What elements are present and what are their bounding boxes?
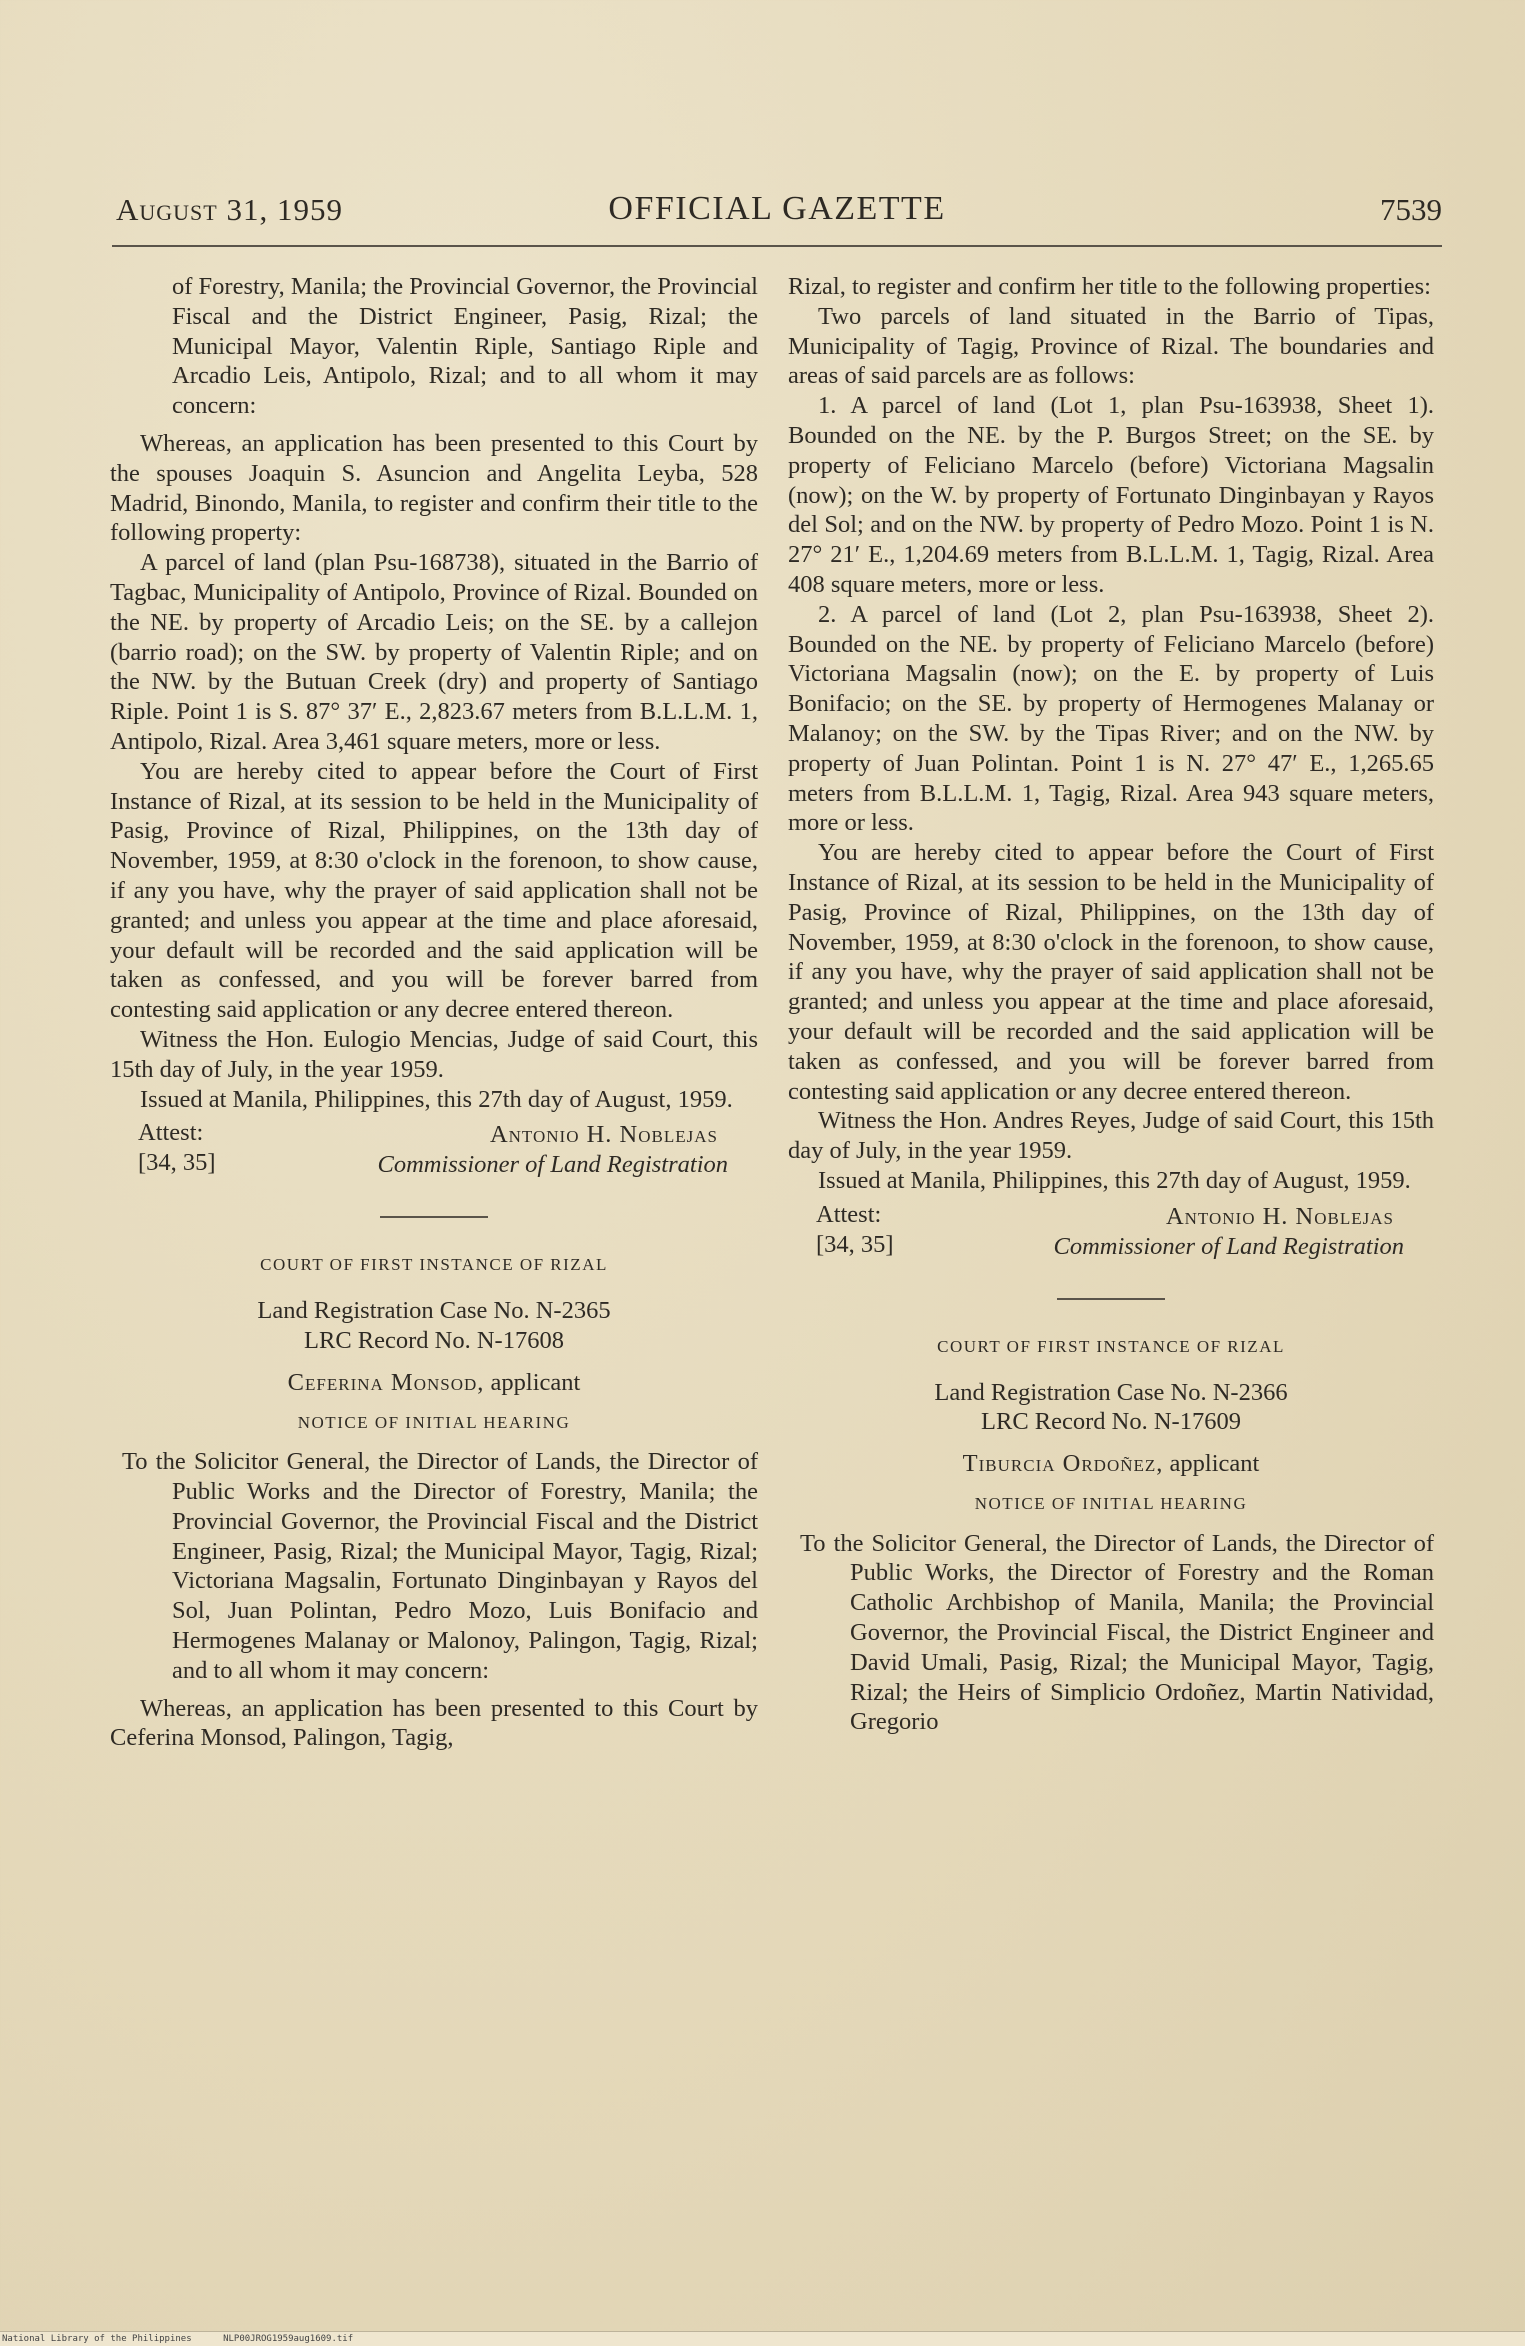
issue-date: August 31, 1959 — [116, 192, 343, 227]
applicant-line — [110, 1368, 758, 1398]
commissioner-title: Commissioner of Land Registration — [377, 1151, 728, 1179]
header-rule — [112, 245, 1442, 247]
attest-label: Attest: — [138, 1119, 204, 1147]
section-divider — [1057, 1298, 1165, 1300]
witness-paragraph: Witness the Hon. Eulogio Mencias, Judge of said Court, this 15th day of July, in the year 1959. — [110, 1025, 758, 1083]
whereas-continued: Rizal, to register and confirm her title to the following properties: — [788, 273, 1431, 300]
notice-heading: NOTICE OF INITIAL HEARING — [974, 1493, 1248, 1513]
commissioner-title: Commissioner of Land Registration — [1053, 1232, 1404, 1260]
commissioner-name: Antonio H. Noblejas — [489, 1121, 718, 1149]
section-divider — [380, 1216, 488, 1218]
applicant-name: Ceferina Monsod, — [287, 1368, 485, 1396]
witness-paragraph: Witness the Hon. Andres Reyes, Judge of said Court, this 15th day of July, in the year 1959. — [788, 1107, 1434, 1165]
attestation — [110, 1118, 758, 1182]
scan-footer — [0, 2331, 1525, 2346]
attestation — [788, 1200, 1434, 1264]
issued-paragraph: Issued at Manila, Philippines, this 27th day of August, 1959. — [140, 1085, 733, 1113]
parcel-2-description: 2. A parcel of land (Lot 2, plan Psu-163938, Sheet 2). Bounded on the NE. by property of Feliciano Marcelo (before) Victoriana Magsalin (now); on the E. by property of Luis Bonifacio; on the SE. by property of Hermogenes Malanay or Malanoy; on the SW. by the Tipas River; and on the NW. by property of Juan Polintan. Point 1 is N. 27° 47′ E., 1,265.65 meters from B.L.L.M. 1, Tagig, Rizal. Area 943 square meters, more or less. — [788, 600, 1434, 837]
applicant-label: applicant — [1169, 1450, 1260, 1478]
issued-paragraph: Issued at Manila, Philippines, this 27th day of August, 1959. — [818, 1166, 1411, 1194]
addressees-continued: of Forestry, Manila; the Provincial Governor, the Provincial Fiscal and the District Engineer, Pasig, Rizal; the Municipal Mayor, Valentin Riple, Santiago Riple and Arcadio Leis, Antipolo, Rizal; and to all whom it may concern: — [172, 273, 758, 420]
library-credit: National Library of the Philippines — [2, 2334, 192, 2344]
whereas-paragraph: Whereas, an application has been presented to this Court by the spouses Joaquin S. Asuncion and Angelita Leyba, 528 Madrid, Binondo, Manila, to register and confirm their title to the following property: — [110, 429, 758, 547]
case-number: Land Registration Case No. N-2366 — [934, 1378, 1288, 1406]
court-heading: COURT OF FIRST INSTANCE OF RIZAL — [260, 1255, 608, 1275]
right-column — [788, 272, 1434, 1737]
to-addressees: To the Solicitor General, the Director of Lands, the Director of Public Works, the Director of Forestry and the Roman Catholic Archbishop of Manila, Manila; the Provincial Governor, the Provincial Fiscal, the District Engineer and David Umali, Pasig, Rizal; the Municipal Mayor, Tagig, Rizal; the Heirs of Simplicio Ordoñez, Martin Natividad, Gregorio — [800, 1529, 1434, 1736]
applicant-label: applicant — [490, 1368, 581, 1396]
citation-paragraph: You are hereby cited to appear before the Court of First Instance of Rizal, at its session to be held in the Municipality of Pasig, Province of Rizal, Philippines, on the 13th day of November, 1959, at 8:30 o'clock in the forenoon, to show cause, if any you have, why the prayer of said application shall not be granted; and unless you appear at the time and place aforesaid, your default will be recorded and the said application will be taken as confessed, and you will be forever barred from contesting said application or any decree entered thereon. — [110, 757, 758, 1024]
left-column — [110, 272, 758, 1753]
lrc-record: LRC Record No. N-17609 — [981, 1408, 1241, 1436]
page-number: 7539 — [1380, 192, 1442, 227]
publication-title: OFFICIAL GAZETTE — [608, 190, 946, 227]
notice-heading: NOTICE OF INITIAL HEARING — [297, 1412, 571, 1432]
lrc-record: LRC Record No. N-17608 — [304, 1326, 564, 1354]
scan-filename: NLP00JROG1959aug1609.tif — [223, 2334, 354, 2344]
attest-reference: [34, 35] — [138, 1149, 216, 1177]
court-heading: COURT OF FIRST INSTANCE OF RIZAL — [937, 1336, 1285, 1356]
applicant-line — [788, 1449, 1434, 1479]
to-addressees: To the Solicitor General, the Director of Lands, the Director of Public Works and the Director of Forestry, Manila; the Provincial Governor, the Provincial Fiscal and the District Engineer, Pasig, Rizal; the Municipal Mayor, Tagig, Rizal; Victoriana Magsalin, Fortunato Dinginbayan y Rayos del Sol, Juan Polintan, Pedro Mozo, Luis Bonifacio and Hermogenes Malanay or Malonoy, Palingon, Tagig, Rizal; and to all whom it may concern: — [122, 1448, 758, 1684]
parcel-description: A parcel of land (plan Psu-168738), situated in the Barrio of Tagbac, Municipality of Antipolo, Province of Rizal. Bounded on the NE. by property of Arcadio Leis; on the SE. by a callejon (barrio road); on the SW. by property of Valentin Riple; and on the NW. by the Butuan Creek (dry) and property of Santiago Riple. Point 1 is S. 87° 37′ E., 2,823.67 meters from B.L.L.M. 1, Antipolo, Rizal. Area 3,461 square meters, more or less. — [110, 549, 758, 755]
applicant-name: Tiburcia Ordoñez, — [962, 1450, 1164, 1478]
commissioner-name: Antonio H. Noblejas — [1165, 1202, 1394, 1230]
parcel-1-description: 1. A parcel of land (Lot 1, plan Psu-163938, Sheet 1). Bounded on the NE. by the P. Burgos Street; on the SE. by property of Feliciano Marcelo (before) Victoriana Magsalin (now); on the W. by property of Fortunato Dinginbayan y Rayos del Sol; and on the NW. by property of Pedro Mozo. Point 1 is N. 27° 21′ E., 1,204.69 meters from B.L.L.M. 1, Tagig, Rizal. Area 408 square meters, more or less. — [788, 392, 1434, 598]
citation-paragraph: You are hereby cited to appear before the Court of First Instance of Rizal, at its session to be held in the Municipality of Pasig, Province of Rizal, Philippines, on the 13th day of November, 1959, at 8:30 o'clock in the forenoon, to show cause, if any you have, why the prayer of said application shall not be granted; and unless you appear at the time and place aforesaid, your default will be recorded and the said application will be taken as confessed, and you will be forever barred from contesting said application or any decree entered thereon. — [788, 839, 1434, 1105]
page-header — [112, 188, 1442, 238]
whereas-paragraph-2: Whereas, an application has been presented to this Court by Ceferina Monsod, Palingon, Tagig, — [110, 1694, 758, 1752]
two-parcels-paragraph: Two parcels of land situated in the Barrio of Tipas, Municipality of Tagig, Province of Rizal. The boundaries and areas of said parcels are as follows: — [788, 302, 1434, 390]
case-number: Land Registration Case No. N-2365 — [257, 1297, 611, 1325]
attest-reference: [34, 35] — [816, 1230, 894, 1258]
attest-label: Attest: — [816, 1200, 882, 1228]
